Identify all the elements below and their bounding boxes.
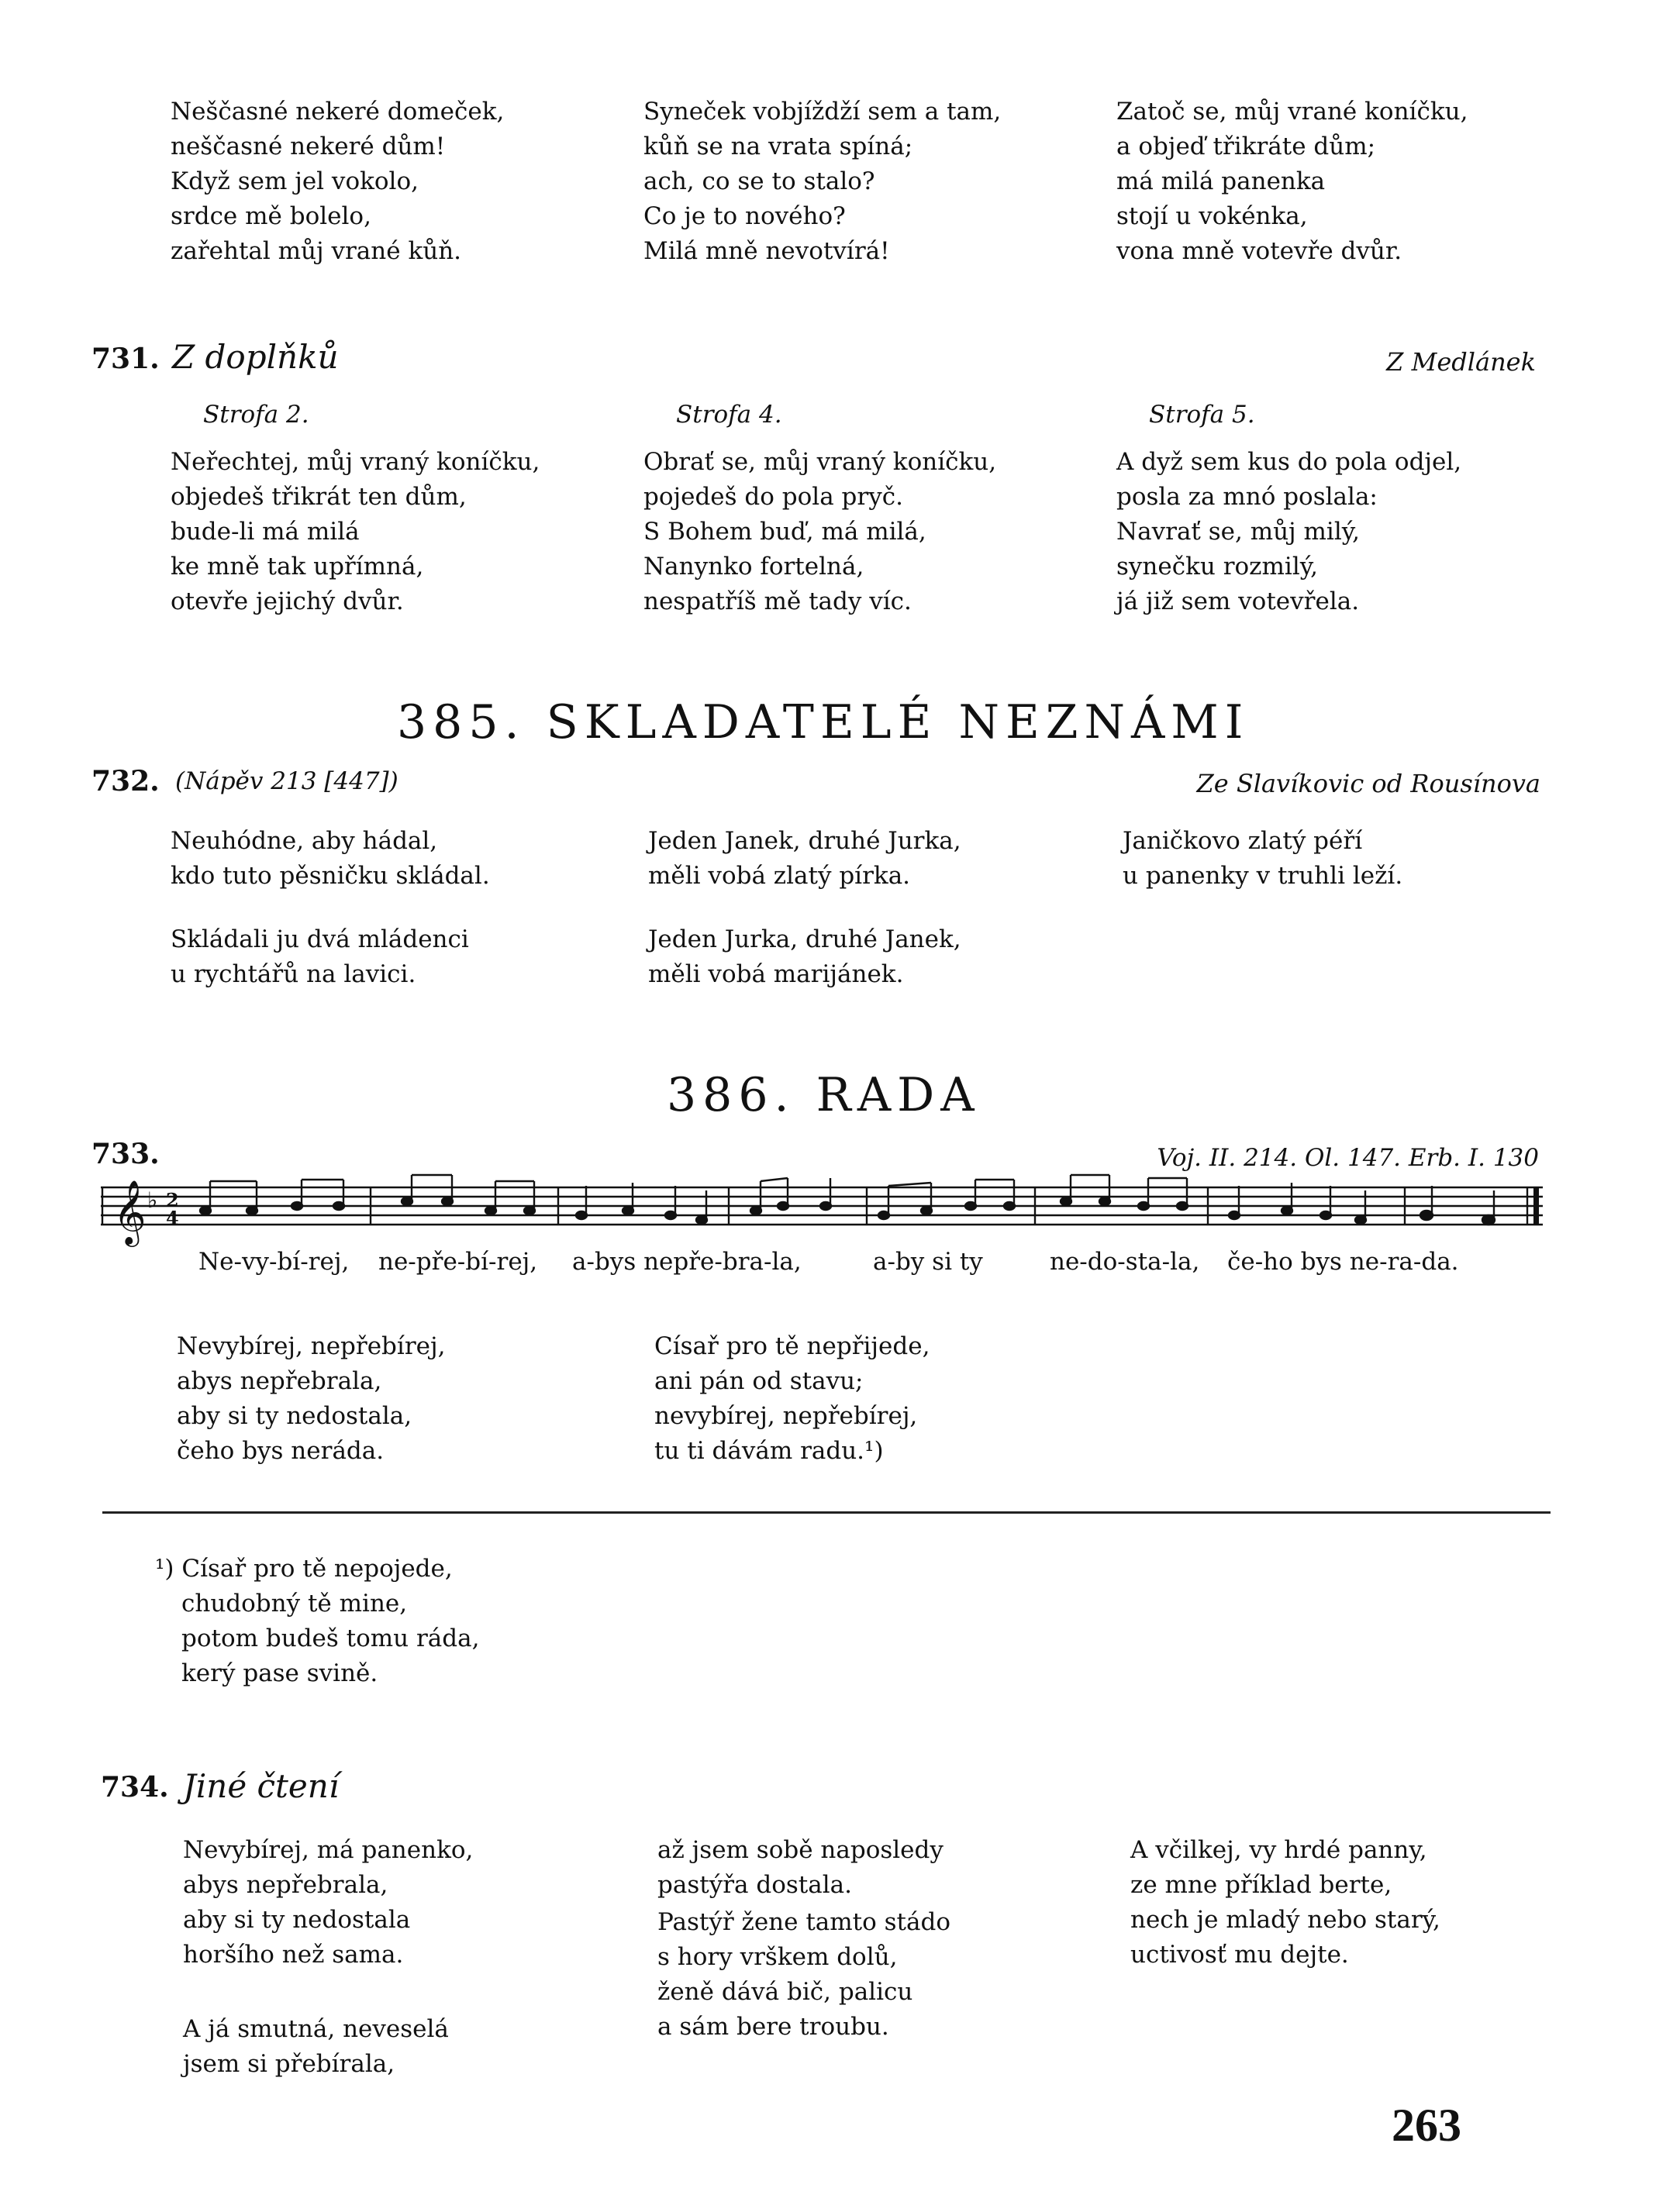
svg-text:2: 2 [166,1189,179,1211]
verse-line: posla za mnó poslala: [1116,483,1378,511]
footnote [155,1552,479,1691]
verse-line: nespatříš mě tady víc. [643,587,912,615]
verse-line: Milá mně nevotvírá! [643,237,890,265]
song-source-732: Ze Slavíkovic od Rousínova [1196,769,1540,798]
tune-reference-732: (Nápěv 213 [447]) [175,767,398,795]
verse-line: ¹) Císař pro tě nepojede, [155,1555,453,1583]
stanza-731-col1 [171,445,540,619]
verse-line: abys nepřebrala, [183,1871,388,1899]
verse-line: aby si ty nedostala [183,1906,411,1934]
verse-line: nech je mladý nebo starý, [1130,1906,1440,1934]
stanza-732-col2b [648,922,961,992]
verse-line: ke mně tak upřímná, [171,553,424,581]
verse-line: Neuhódne, aby hádal, [171,827,438,855]
stanza-732-col1b [171,922,469,992]
verse-line: kůň se na vrata spíná; [643,133,913,160]
verse-line: a sám bere troubu. [657,2013,889,2041]
song-title-731: Z doplňků [172,338,339,376]
verse-line: čeho bys neráda. [177,1437,385,1465]
verse-line: chudobný tě mine, [181,1590,408,1618]
verse-line: pastýřa dostala. [657,1871,852,1899]
verse-line: s hory vrškem dolů, [657,1943,898,1971]
verse-line: Skládali ju dvá mládenci [171,925,469,953]
verse-line: aby si ty nedostala, [177,1402,412,1430]
verse-line: ani pán od stavu; [654,1367,864,1395]
verse-line: měli vobá zlatý pírka. [648,862,911,890]
verse-line: Obrať se, můj vraný koníčku, [643,448,997,476]
verse-line: Jeden Janek, druhé Jurka, [648,827,961,855]
section-heading-386: 386. RADA [667,1068,981,1122]
verse-line: ze mne příklad berte, [1130,1871,1392,1899]
verse-line: ženě dává bič, palicu [657,1978,913,2006]
top-stanza-2 [643,95,1001,269]
verse-line: srdce mě bolelo, [171,202,371,230]
lyric-syllables-2: ne-pře-bí-rej, [378,1248,538,1276]
song-title-734: Jiné čtení [183,1767,340,1805]
verse-line: Když sem jel vokolo, [171,167,419,195]
verse-line: potom budeš tomu ráda, [181,1625,480,1652]
verse-line: u rychtářů na lavici. [171,960,416,988]
song-source-733: Voj. II. 214. Ol. 147. Erb. I. 130 [1157,1144,1539,1172]
verse-line: synečku rozmilý, [1116,553,1318,581]
verse-line: Nevybírej, nepřebírej, [177,1332,446,1360]
verse-line: horšího než sama. [183,1941,404,1969]
stanza-733-col1 [177,1329,445,1469]
lyric-syllables-6: če-ho bys ne-ra-da. [1227,1248,1459,1276]
stanza-732-col2a [648,824,961,894]
song-source-731: Z Medlánek [1386,347,1536,377]
verse-line: bude-li má milá [171,518,360,546]
verse-line: stojí u vokénka, [1116,202,1308,230]
page-number: 263 [1392,2100,1461,2151]
top-stanza-1 [171,95,504,269]
verse-line: Nevybírej, má panenko, [183,1836,474,1864]
stanza-731-col3 [1116,445,1461,619]
song-number-734: 734. [101,1771,169,1804]
top-stanza-3 [1116,95,1468,269]
verse-line: Pastýř žene tamto stádo [657,1908,951,1936]
verse-line: A dyž sem kus do pola odjel, [1116,448,1462,476]
strofa-label: Strofa 5. [1149,401,1255,429]
verse-line: objedeš třikrát ten dům, [171,483,467,511]
treble-clef-icon: 𝄞 [113,1179,147,1244]
verse-line: až jsem sobě naposledy [657,1836,943,1864]
verse-line: Co je to nového? [643,202,846,230]
section-heading-385: 385. SKLADATELÉ NEZNÁMI [397,695,1250,749]
stanza-734-col2a [657,1833,943,1903]
verse-line: pojedeš do pola pryč. [643,483,903,511]
verse-line: já již sem votevřela. [1116,587,1360,615]
stanza-734-col3 [1130,1833,1440,1973]
verse-line: Zatoč se, můj vrané koníčku, [1116,98,1468,126]
verse-line: neščasné nekeré dům! [171,133,446,160]
lyric-syllables-4: a-by si ty [873,1248,983,1276]
verse-line: otevře jejichý dvůr. [171,587,404,615]
verse-line: Jeden Jurka, druhé Janek, [648,925,961,953]
stanza-732-col3 [1123,824,1402,894]
verse-line: má milá panenka [1116,167,1326,195]
verse-line: Syneček vobjíždží sem a tam, [643,98,1002,126]
verse-line: Janičkovo zlatý péří [1123,827,1363,855]
stanza-732-col1a [171,824,490,894]
stanza-734-col2b [657,1905,950,2045]
song-number-732: 732. [91,765,160,798]
strofa-label: Strofa 4. [676,401,782,429]
song-number-733: 733. [91,1138,160,1170]
verse-line: Nanynko fortelná, [643,553,864,581]
verse-line: u panenky v truhli leží. [1123,862,1403,890]
verse-line: kerý pase svině. [181,1659,378,1687]
verse-line: A já smutná, neveselá [183,2015,449,2043]
verse-line: Neščasné nekeré domeček, [171,98,505,126]
strofa-label: Strofa 2. [203,401,309,429]
song-number-731: 731. [91,343,160,375]
stanza-734-col1b [183,2012,449,2082]
verse-line: A včilkej, vy hrdé panny, [1130,1836,1427,1864]
lyric-syllables-1: Ne-vy-bí-rej, [198,1248,350,1276]
verse-line: a objeď třikráte dům; [1116,133,1376,160]
verse-line: ach, co se to stalo? [643,167,875,195]
verse-line: Císař pro tě nepřijede, [654,1332,930,1360]
verse-line: Neřechtej, můj vraný koníčku, [171,448,540,476]
stanza-733-col2 [654,1329,930,1469]
verse-line: zařehtal můj vrané kůň. [171,237,462,265]
verse-line: kdo tuto pěsničku skládal. [171,862,490,890]
footnote-divider [102,1511,1551,1514]
verse-line: vona mně votevře dvůr. [1116,237,1402,265]
flat-icon: ♭ [147,1187,158,1213]
verse-line: uctivosť mu dejte. [1130,1941,1349,1969]
lyric-syllables-3: a-bys nepře-bra-la, [572,1248,802,1276]
music-staff [101,1170,1558,1248]
lyric-syllables-5: ne-do-sta-la, [1050,1248,1200,1276]
verse-line: Navrať se, můj milý, [1116,518,1360,546]
svg-text:4: 4 [166,1207,179,1229]
verse-line: měli vobá marijánek. [648,960,904,988]
stanza-734-col1a [183,1833,473,1973]
verse-line: jsem si přebírala, [183,2050,395,2078]
verse-line: abys nepřebrala, [177,1367,382,1395]
verse-line: nevybírej, nepřebírej, [654,1402,918,1430]
verse-line: tu ti dávám radu.¹) [654,1437,884,1465]
stanza-731-col2 [643,445,996,619]
verse-line: S Bohem buď, má milá, [643,518,926,546]
